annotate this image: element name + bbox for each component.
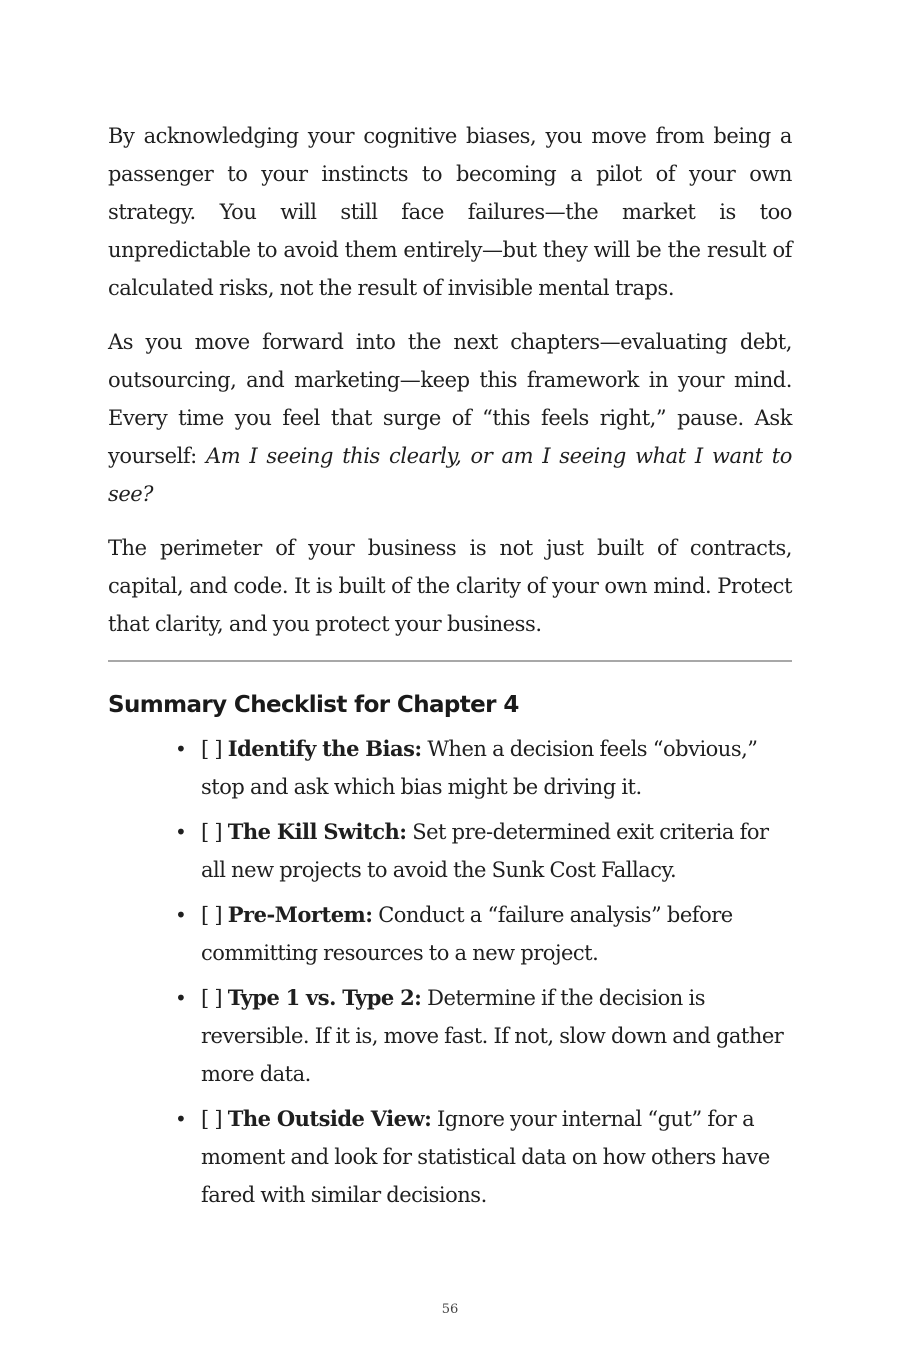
section-divider	[108, 660, 792, 662]
checklist-item-lead: Pre-Mortem:	[227, 902, 373, 927]
checklist-item-type-1-vs-type-2	[175, 979, 797, 1093]
page-content	[108, 117, 792, 1221]
paragraph-cognitive-biases	[108, 117, 792, 307]
checklist-item-lead: The Kill Switch:	[227, 819, 407, 844]
checklist-item-text: When a decision feels “obvious,” stop and ask which bias might be driving it.	[201, 737, 758, 799]
checklist-item-outside-view	[175, 1100, 797, 1214]
bullet-icon: •	[175, 820, 187, 844]
checkbox-marker: [ ]	[201, 1107, 228, 1131]
checklist-item-text: Conduct a “failure analysis” before committing resources to a new project.	[201, 903, 733, 965]
paragraph-text: The perimeter of your business is not just built of contracts, capital, and code. It is built of the clarity of your own mind. Protect that clarity, and you protect your business.	[108, 536, 792, 636]
checkbox-marker: [ ]	[201, 986, 228, 1010]
paragraph-text: As you move forward into the next chapters—evaluating debt, outsourcing, and marketing—keep this framework in your mind. Every time you feel that surge of “this feels right,” pause. Ask yourself:	[108, 330, 792, 468]
checkbox-marker: [ ]	[201, 820, 228, 844]
bullet-icon: •	[175, 986, 187, 1010]
paragraph-text: By acknowledging your cognitive biases, you move from being a passenger to your instincts to becoming a pilot of your own strategy. You will still face failures—the market is too unpredictable to avoid them entirely—but they will be the result of calculated risks, not the result of invisible mental traps.	[108, 124, 792, 300]
checklist-item-text: Ignore your internal “gut” for a moment and look for statistical data on how others have fared with similar decisions.	[201, 1107, 770, 1207]
checklist-item-lead: Type 1 vs. Type 2:	[227, 985, 422, 1010]
checkbox-marker: [ ]	[201, 737, 228, 761]
checklist-item-lead: Identify the Bias:	[227, 736, 422, 761]
checklist-item-kill-switch	[175, 813, 797, 889]
bullet-icon: •	[175, 1107, 187, 1131]
paragraph-perimeter	[108, 529, 792, 643]
checklist-heading: Summary Checklist for Chapter 4	[108, 692, 519, 718]
checklist-item-lead: The Outside View:	[227, 1106, 432, 1131]
bullet-icon: •	[175, 737, 187, 761]
summary-checklist	[108, 730, 792, 1214]
checklist-item-text: Determine if the decision is reversible. If it is, move fast. If not, slow down and gather more data.	[201, 986, 784, 1086]
paragraph-next-chapters	[108, 323, 792, 513]
checklist-item-text: Set pre-determined exit criteria for all new projects to avoid the Sunk Cost Fallacy.	[201, 820, 769, 882]
page-number: 56	[441, 1302, 459, 1317]
checklist-item-pre-mortem	[175, 896, 797, 972]
checklist-item-identify-bias	[175, 730, 797, 806]
bullet-icon: •	[175, 903, 187, 927]
checkbox-marker: [ ]	[201, 903, 228, 927]
italic-question: Am I seeing this clearly, or am I seeing what I want to see?	[108, 444, 792, 506]
